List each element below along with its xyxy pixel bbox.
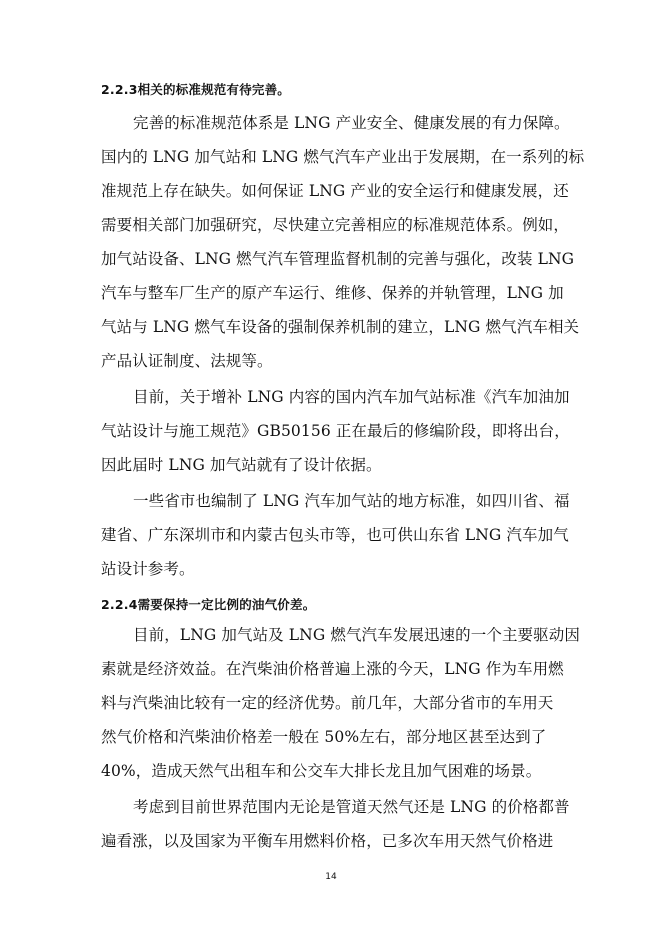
- paragraph-line: 然气价格和汽柴油价格差一般在 50%左右，部分地区甚至达到了: [101, 728, 547, 746]
- paragraph-line: 完善的标准规范体系是 LNG 产业安全、健康发展的有力保障。: [133, 114, 570, 132]
- paragraph-line: 站设计参考。: [101, 560, 195, 578]
- paragraph-line: 加气站设备、LNG 燃气汽车管理监督机制的完善与强化，改装 LNG: [101, 250, 575, 268]
- paragraph-line: 需要相关部门加强研究，尽快建立完善相应的标准规范体系。例如，: [101, 216, 570, 234]
- section-heading-2-2-4: 2.2.4需要保持一定比例的油气价差。: [101, 597, 316, 612]
- paragraph-line: 40%，造成天然气出租车和公交车大排长龙且加气困难的场景。: [101, 762, 542, 780]
- section-heading-2-2-3: 2.2.3相关的标准规范有待完善。: [101, 82, 290, 97]
- paragraph-line: 素就是经济效益。在汽柴油价格普遍上涨的今天，LNG 作为车用燃: [101, 660, 564, 678]
- paragraph-line: 准规范上存在缺失。如何保证 LNG 产业的安全运行和健康发展，还: [101, 182, 569, 200]
- paragraph-line: 目前，关于增补 LNG 内容的国内汽车加气站标准《汽车加油加: [133, 388, 570, 406]
- paragraph-line: 气站设计与施工规范》GB50156 正在最后的修编阶段，即将出台，: [101, 422, 570, 440]
- page-number: 14: [325, 872, 337, 882]
- paragraph-line: 因此届时 LNG 加气站就有了设计依据。: [101, 456, 382, 474]
- paragraph-line: 国内的 LNG 加气站和 LNG 燃气汽车产业出于发展期，在一系列的标: [101, 148, 585, 166]
- paragraph-line: 目前，LNG 加气站及 LNG 燃气汽车发展迅速的一个主要驱动因: [133, 626, 580, 644]
- paragraph-line: 气站与 LNG 燃气车设备的强制保养机制的建立，LNG 燃气汽车相关: [101, 318, 580, 336]
- paragraph-line: 一些省市也编制了 LNG 汽车加气站的地方标准，如四川省、福: [133, 492, 570, 510]
- paragraph-line: 遍看涨，以及国家为平衡车用燃料价格，已多次车用天然气价格进: [101, 832, 554, 850]
- paragraph-line: 考虑到目前世界范围内无论是管道天然气还是 LNG 的价格都普: [133, 798, 570, 816]
- paragraph-line: 产品认证制度、法规等。: [101, 352, 273, 370]
- paragraph-line: 料与汽柴油比较有一定的经济优势。前几年，大部分省市的车用天: [101, 694, 554, 712]
- paragraph-line: 汽车与整车厂生产的原产车运行、维修、保养的并轨管理，LNG 加: [101, 284, 564, 302]
- paragraph-line: 建省、广东深圳市和内蒙古包头市等，也可供山东省 LNG 汽车加气: [101, 526, 569, 544]
